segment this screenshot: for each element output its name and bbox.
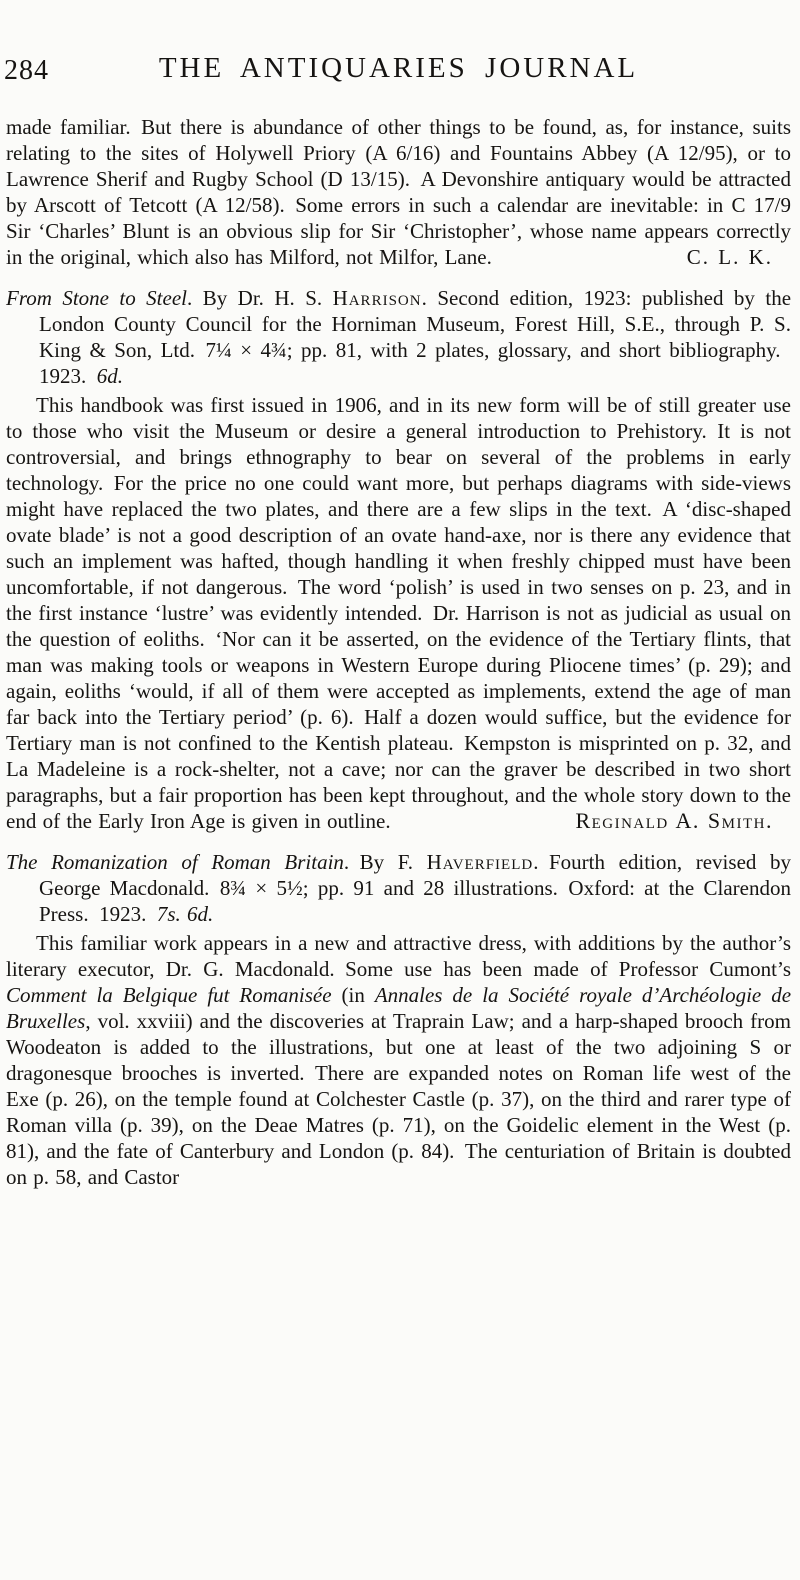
review-heading-romanization — [6, 849, 791, 927]
continuation-text: made familiar. But there is abundance of other things to be found, as, for instance, suits relating to the sites of Holywell Priory (A 6/16) and Fountains Abbey (A 12/95), or to Lawrence Sherif and Rugby School (D 13/15). A Devonshire antiquary would be attracted by Arscott of Tetcott (A 12/58). Some errors in such a calendar are inevitable: in C 17/9 Sir ‘Charles’ Blunt is an obvious slip for Sir ‘Christopher’, whose name appears correctly in the original, which also has Milford, not Milfor, Lane. — [6, 115, 791, 269]
review-body-romanization — [6, 930, 791, 1190]
calendar-review-continuation-paragraph — [6, 114, 791, 270]
heading-text: . By F. — [343, 850, 427, 874]
price-text: 7s. 6d. — [156, 902, 214, 926]
page-header — [6, 52, 791, 90]
review-body-stone-to-steel — [6, 392, 791, 834]
journal-title: THE ANTIQUARIES JOURNAL — [158, 52, 639, 84]
heading-text: . Fourth edition, revised by George Macdonald. 8¾ × 5½; pp. 91 and 28 illustrations. Oxford: at the Clarendon Press. 1923. — [39, 850, 791, 926]
review-text: This handbook was first issued in 1906, and in its new form will be of still greater use to those who visit the Museum or desire a general introduction to Prehistory. It is not controversial, and brings ethnography to bear on several of the problems in early technology. For the price no one could want more, but perhaps diagrams with side-views might have replaced the two plates, and there are a few slips in the text. A ‘disc-shaped ovate blade’ is not a good description of an ovate hand-axe, nor is there any evidence that such an implement was hafted, though handling it when freshly chipped must have been uncomfortable, if not dangerous. The word ‘polish’ is used in two senses on p. 23, and in the first instance ‘lustre’ was evidently intended. Dr. Harrison is not as judicial as usual on the question of eoliths. ‘Nor can it be asserted, on the evidence of the Tertiary flints, that man was making tools or weapons in Western Europe during Pliocene times’ (p. 29); and again, eoliths ‘would, if all of them were accepted as implements, extend the age of man far back into the Tertiary period’ (p. 6). Half a dozen would suffice, but the evidence for Tertiary man is not confined to the Kentish plateau. Kempston is misprinted on p. 32, and La Madeleine is a rock-shelter, not a cave; nor can the graver be described in two short paragraphs, but a fair proportion has been kept throughout, and the whole story down to the end of the Early Iron Age is given in outline. — [6, 393, 791, 833]
reviewer-signature-clk: C. L. K. — [686, 245, 773, 269]
review-heading-stone-to-steel — [6, 285, 791, 389]
book-title-stone-to-steel: From Stone to Steel — [6, 286, 187, 310]
cited-work-title: Comment la Belgique fut Romanisée — [6, 983, 332, 1007]
book-title-romanization: The Romanization of Roman Britain — [6, 850, 344, 874]
review-text: (in — [331, 983, 375, 1007]
price-text: 6d. — [96, 364, 123, 388]
heading-text: . Second edition, 1923: published by the London County Council for the Horniman Museum, Forest Hill, S.E., through P. S. King & Son, Ltd. 7¼ × 4¾; pp. 81, with 2 plates, glossary, and short bibliography. 1923. — [39, 286, 792, 388]
page-number: 284 — [4, 55, 49, 86]
heading-text: . By Dr. H. S. — [186, 286, 333, 310]
author-name-harrison: Harrison — [332, 286, 422, 310]
cited-journal-title: Annales de la Société royale d’Archéologie de Bruxelles — [6, 983, 792, 1033]
reviewer-signature-smith: Reginald A. Smith. — [575, 808, 773, 833]
review-text: This familiar work appears in a new and attractive dress, with additions by the author’s literary executor, Dr. G. Macdonald. Some use has been made of Professor Cumont’s — [6, 931, 791, 981]
review-text: , vol. xxviii) and the discoveries at Traprain Law; and a harp-shaped brooch from Woodeaton is added to the illustrations, but one at least of the two adjoining S or dragonesque brooches is inverted. There are expanded notes on Roman life west of the Exe (p. 26), on the temple found at Colchester Castle (p. 37), on the third and rarer type of Roman villa (p. 39), on the Deae Matres (p. 71), on the Goidelic element in the West (p. 81), and the fate of Canterbury and London (p. 84). The centuriation of Britain is doubted on p. 58, and Castor — [6, 1009, 791, 1189]
author-name-haverfield: Haverfield — [426, 850, 534, 874]
